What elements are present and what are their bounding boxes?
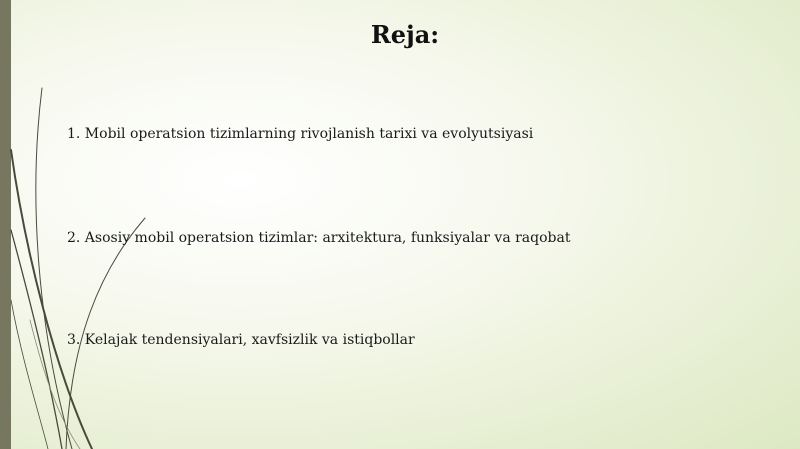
slide-left-bar <box>0 0 11 449</box>
slide-title: Reja: <box>370 20 440 49</box>
plan-item-1: 1. Mobil operatsion tizimlarning rivojlanish tarixi va evolyutsiyasi <box>67 126 534 142</box>
leaf-line <box>11 300 48 449</box>
plan-item-3: 3. Kelajak tendensiyalari, xavfsizlik va istiqbollar <box>67 332 415 348</box>
plan-item-2: 2. Asosiy mobil operatsion tizimlar: arxitektura, funksiyalar va raqobat <box>67 230 571 246</box>
leaf-line <box>11 150 92 449</box>
leaf-line <box>11 230 62 449</box>
leaf-line <box>36 88 72 449</box>
